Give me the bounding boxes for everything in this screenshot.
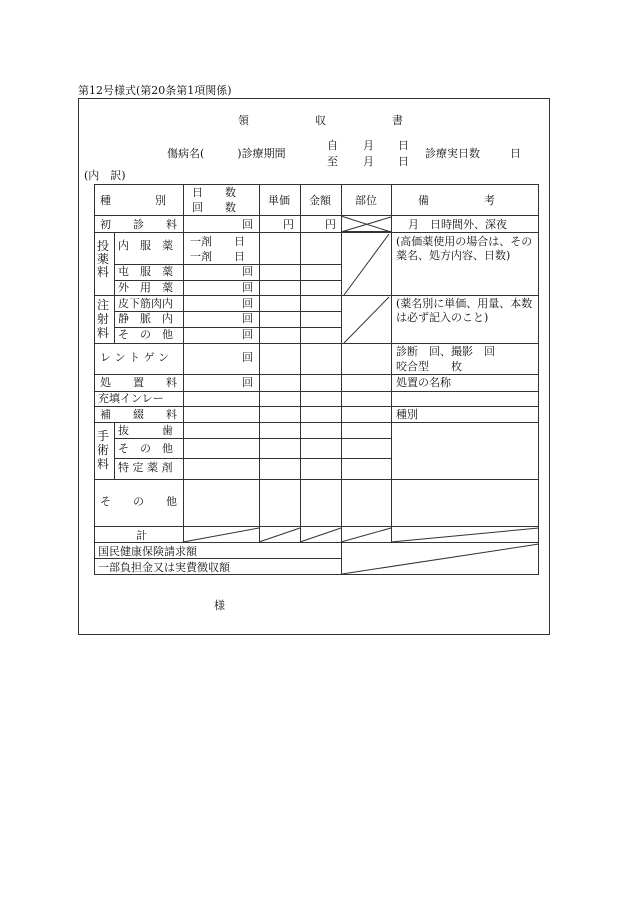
first-visit-unit-yen: 円: [283, 218, 294, 231]
col-unit-price: 単価: [268, 194, 290, 207]
row-external-medicine: 外 用 薬: [118, 281, 173, 294]
form-number: 第12号様式(第20条第1項関係): [78, 84, 232, 97]
group-surgery: 手術料: [97, 429, 110, 471]
col-remarks: 備 考: [418, 194, 495, 207]
row-special-drug: 特 定 薬 剤: [118, 461, 173, 474]
col-amount: 金額: [309, 194, 331, 207]
xray-times-unit: 回: [242, 351, 253, 364]
recipient-honorific: 様: [214, 599, 225, 612]
actual-days-unit: 日: [510, 147, 521, 160]
row-prosthesis: 補 綴 料: [100, 408, 177, 421]
prosthesis-remarks: 種別: [396, 408, 418, 421]
row-drop-medicine: 屯 服 薬: [118, 265, 173, 278]
disease-period-label: 傷病名( )診療期間: [167, 147, 286, 160]
treatment-remarks: 処置の名称: [396, 376, 451, 389]
row-treatment: 処 置 料: [100, 376, 177, 389]
col-type: 種 別: [100, 194, 166, 207]
injection-other-times-unit: 回: [242, 328, 253, 341]
xray-remarks-line2: 咬合型 枚: [396, 360, 462, 373]
period-to-label: 至: [327, 155, 338, 168]
group-injection: 注射料: [97, 298, 110, 340]
subcutaneous-times-unit: 回: [242, 297, 253, 310]
col-site: 部位: [355, 194, 377, 207]
page-title: 領 収 書: [238, 114, 403, 127]
row-extraction: 抜 歯: [118, 424, 173, 437]
row-total: 計: [136, 529, 147, 542]
first-visit-times-unit: 回: [242, 218, 253, 231]
row-injection-other: そ の 他: [118, 328, 173, 341]
from-day-label: 日: [398, 139, 409, 152]
period-from-label: 自: [327, 139, 338, 152]
row-intravenous: 静 脈 内: [118, 312, 173, 325]
row-subcutaneous: 皮下筋肉内: [118, 297, 173, 310]
group-medication: 投薬料: [97, 239, 110, 279]
internal-dose-a: 一剤 日: [190, 235, 245, 248]
row-surgery-other: そ の 他: [118, 442, 173, 455]
row-xray: レ ン ト ゲ ン: [100, 351, 169, 364]
col-days-bottom: 回 数: [192, 201, 236, 214]
injection-remarks: (薬名別に単価、用量、本数は必ず記入のこと): [396, 297, 533, 324]
treatment-times-unit: 回: [242, 376, 253, 389]
row-other: そ の 他: [100, 495, 177, 508]
first-visit-remarks: 月 日時間外、深夜: [408, 218, 507, 231]
row-inlay: 充填インレー: [98, 392, 164, 405]
col-days-top: 日 数: [192, 186, 236, 199]
to-day-label: 日: [398, 155, 409, 168]
medication-remarks: (高価薬使用の場合は、その薬名、処方内容、日数): [396, 235, 533, 262]
xray-remarks-line1: 診断 回、撮影 回: [396, 345, 495, 358]
row-first-visit: 初 診 料: [100, 218, 177, 231]
internal-dose-b: 一剤 日: [190, 250, 245, 263]
row-internal-medicine: 内 服 薬: [118, 239, 173, 252]
intravenous-times-unit: 回: [242, 312, 253, 325]
row-nhi-claim: 国民健康保険請求額: [98, 545, 197, 558]
first-visit-amount-yen: 円: [325, 218, 336, 231]
external-times-unit: 回: [242, 281, 253, 294]
to-month-label: 月: [363, 155, 374, 168]
from-month-label: 月: [363, 139, 374, 152]
drop-times-unit: 回: [242, 265, 253, 278]
breakdown-label: (内 訳): [84, 169, 126, 182]
actual-days-label: 診療実日数: [425, 147, 480, 160]
row-copay: 一部負担金又は実費徴収額: [98, 561, 230, 574]
